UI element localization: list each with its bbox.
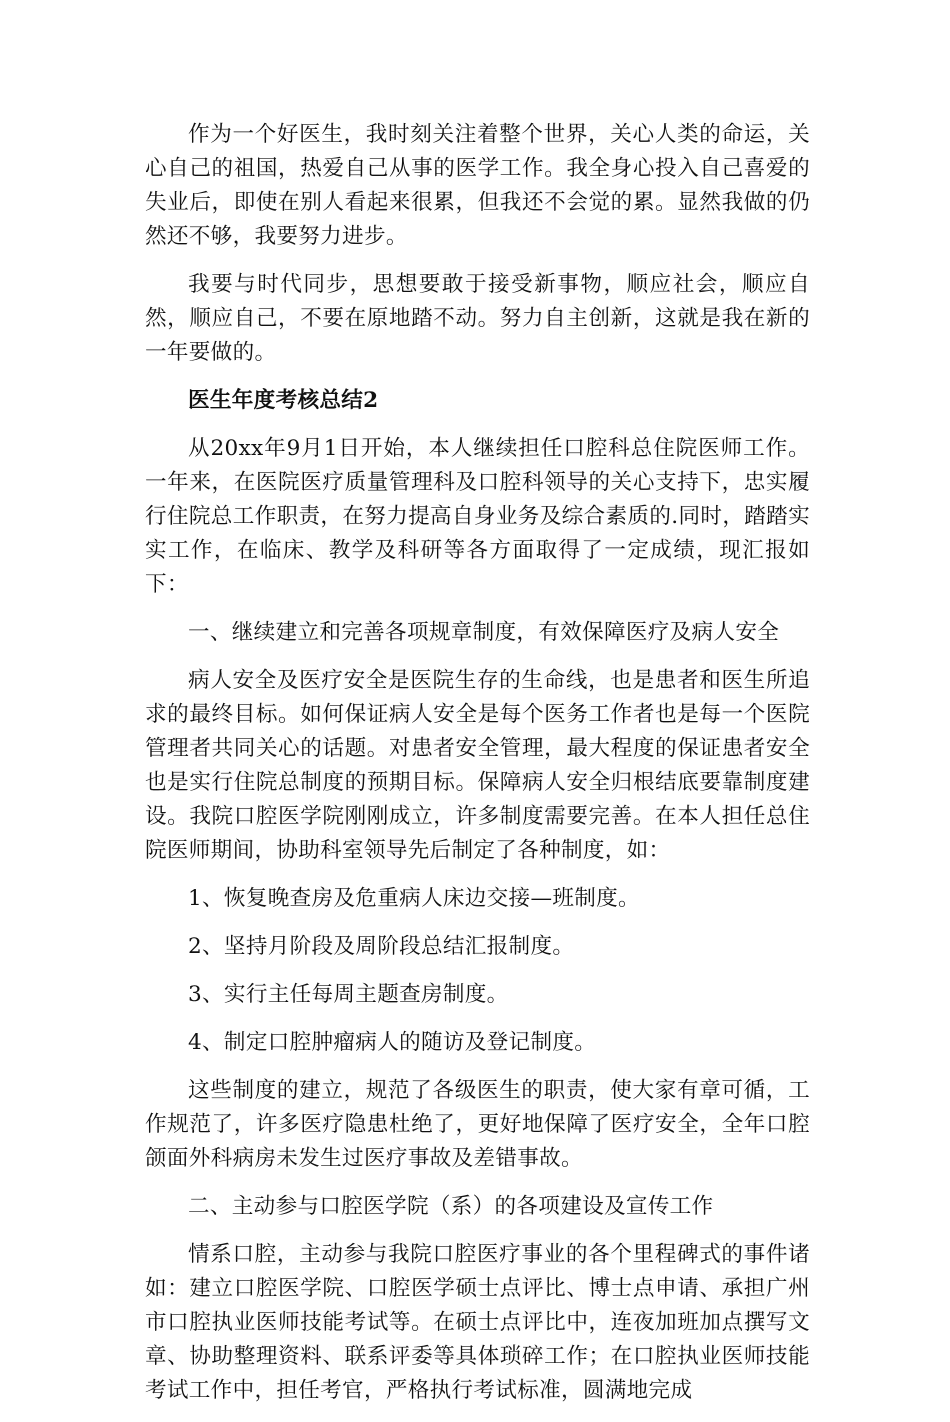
subheading: 二、主动参与口腔医学院（系）的各项建设及宣传工作 xyxy=(188,1194,714,1219)
paragraph: 这些制度的建立，规范了各级医生的职责，使大家有章可循，工作规范了，许多医疗隐患杜绝了，更好地保障了医疗安全，全年口腔颌面外科病房未发生过医疗事故及差错事故。 xyxy=(145,1078,810,1171)
subheading: 一、继续建立和完善各项规章制度，有效保障医疗及病人安全 xyxy=(188,620,780,645)
paragraph: 从20xx年9月1日开始，本人继续担任口腔科总住院医师工作。一年来，在医院医疗质量管理科及口腔科领导的关心支持下，忠实履行住院总工作职责，在努力提高自身业务及综合素质的.同时，踏踏实实工作，在临床、教学及科研等各方面取得了一定成绩，现汇报如下： xyxy=(145,436,810,597)
section-heading: 医生年度考核总结2 xyxy=(188,388,379,413)
paragraph: 病人安全及医疗安全是医院生存的生命线，也是患者和医生所追求的最终目标。如何保证病人安全是每个医务工作者也是每一个医院管理者共同关心的话题。对患者安全管理，最大程度的保证患者安全也是实行住院总制度的预期目标。保障病人安全归根结底要靠制度建设。我院口腔医学院刚刚成立，许多制度需要完善。在本人担任总住院医师期间，协助科室领导先后制定了各种制度，如： xyxy=(145,668,810,863)
list-item: 1、恢复晚查房及危重病人床边交接—班制度。 xyxy=(188,886,640,911)
paragraph: 情系口腔，主动参与我院口腔医疗事业的各个里程碑式的事件诸如：建立口腔医学院、口腔医学硕士点评比、博士点申请、承担广州市口腔执业医师技能考试等。在硕士点评比中，连夜加班加点撰写文章、协助整理资料、联系评委等具体琐碎工作；在口腔执业医师技能考试工作中，担任考官，严格执行考试标准，圆满地完成 xyxy=(145,1242,810,1403)
paragraph: 我要与时代同步，思想要敢于接受新事物，顺应社会，顺应自然，顺应自己，不要在原地踏不动。努力自主创新，这就是我在新的一年要做的。 xyxy=(145,272,810,365)
list-item: 2、坚持月阶段及周阶段总结汇报制度。 xyxy=(188,934,575,959)
paragraph: 作为一个好医生，我时刻关注着整个世界，关心人类的命运，关心自己的祖国，热爱自己从事的医学工作。我全身心投入自己喜爱的失业后，即使在别人看起来很累，但我还不会觉的累。显然我做的仍然还不够，我要努力进步。 xyxy=(145,122,810,249)
list-item: 4、制定口腔肿瘤病人的随访及登记制度。 xyxy=(188,1030,597,1055)
list-item: 3、实行主任每周主题查房制度。 xyxy=(188,982,509,1007)
document-page xyxy=(145,118,810,1422)
